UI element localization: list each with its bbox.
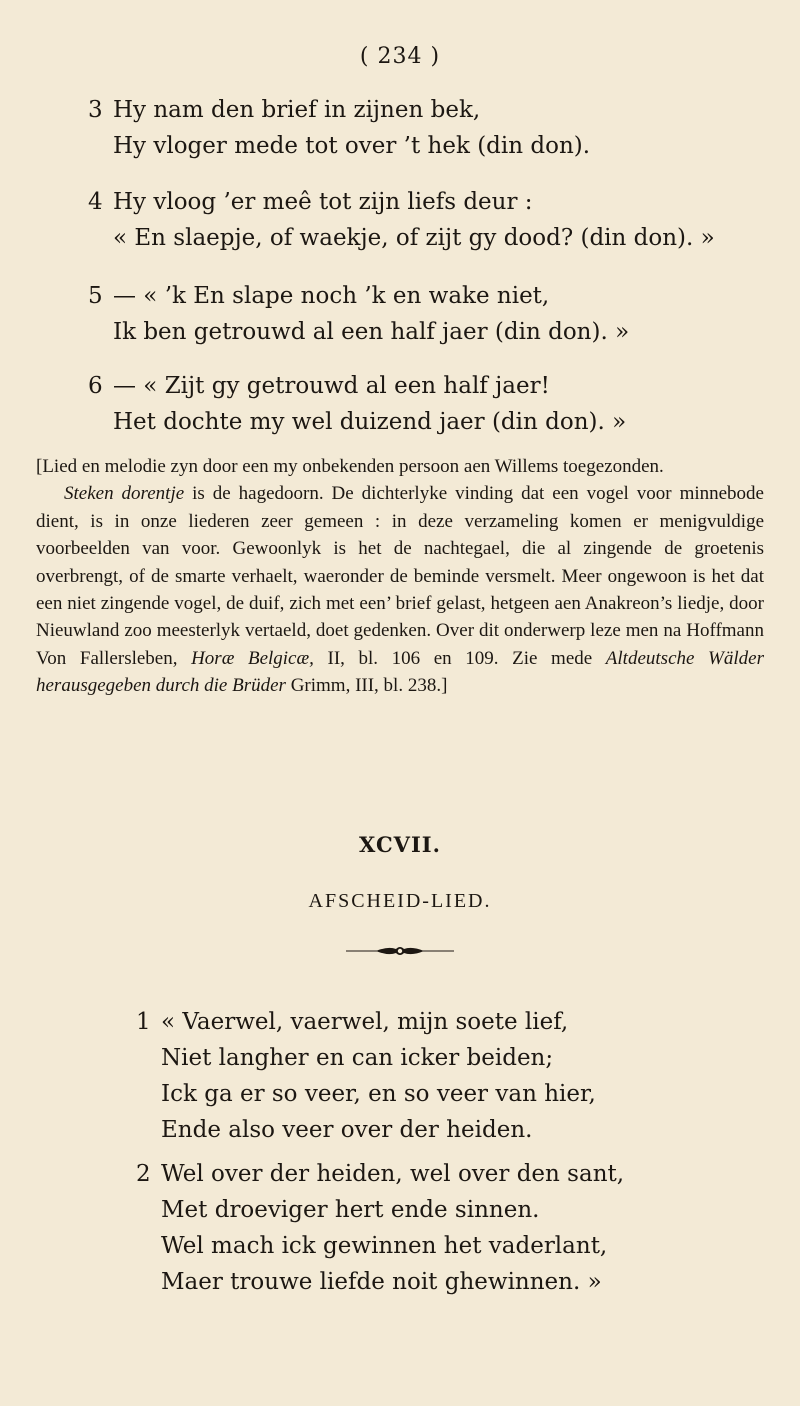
italic-term: Steken dorentje [64,483,185,505]
stanza-line: Ick ga er so veer, en so veer van hier, [161,1081,596,1107]
ornament-divider [346,944,454,958]
song-stanza-2 [136,1156,624,1300]
stanza-line: 3 Hy nam den brief in zijnen bek, [88,92,590,128]
commentary-notes [36,453,764,700]
note-paragraph-1: [Lied en melodie zyn door een my onbekenden persoon aen Willems toegezonden. [36,456,664,477]
stanza-number: 3 [88,97,103,123]
stanza-line: 5 — « ’k En slape noch ’k en wake niet, [88,278,629,314]
stanza-6 [88,368,626,440]
page-number: ( 234 ) [359,44,441,69]
stanza-line: Hy vloger mede tot over ’t hek (din don). [113,133,591,159]
stanza-line: Niet langher en can icker beiden; [161,1045,554,1071]
song-stanza-1 [136,1004,596,1148]
italic-title: Altdeutsche Wälder herausgegeben durch die Brüder [36,647,764,697]
stanza-5 [88,278,629,350]
stanza-number: 5 [88,283,103,309]
stanza-number: 2 [136,1161,151,1187]
stanza-line: 2 Wel over der heiden, wel over den sant, [136,1156,624,1192]
stanza-line: 1 « Vaerwel, vaerwel, mijn soete lief, [136,1004,596,1040]
song-number: XCVII. [359,832,441,857]
stanza-line: Met droeviger hert ende sinnen. [161,1197,540,1223]
stanza-line: Het dochte my wel duizend jaer (din don). » [113,409,627,435]
note-paragraph-2: Steken dorentje is de hagedoorn. De dichterlyke vinding dat een vogel voor minnebode dient, is in onze liederen zeer gemeen : in deze verzameling komen er menigvuldige voorbeelden van voor. Gewoonlyk is het de nachtegael, die al zingende de groetenis overbrengt, of de smarte verhaelt, waeronder de beminde versmelt. Meer ongewoon is het dat een niet zingende vogel, de duif, zich met een’ brief gelast, hetgeen aen Anakreon’s liedje, door Nieuwland zoo meesterlyk vertaeld, doet gedenken. Over dit onderwerp leze men na Hoffmann Von Fallersleben, Horæ Belgicæ, II, bl. 106 en 109. Zie mede Altdeutsche Wälder herausgegeben durch die Brüder Grimm, III, bl. 238.] [36,483,764,697]
italic-title: Horæ Belgicæ, [191,647,314,669]
stanza-line: Ik ben getrouwd al een half jaer (din don). » [113,319,630,345]
stanza-3 [88,92,590,164]
stanza-line: Wel mach ick gewinnen het vaderlant, [161,1233,608,1259]
stanza-number: 1 [136,1009,151,1035]
stanza-line: 6 — « Zijt gy getrouwd al een half jaer! [88,368,626,404]
stanza-line: 4 Hy vloog ’er meê tot zijn liefs deur : [88,184,715,220]
song-title: AFSCHEID-LIED. [308,890,492,912]
stanza-4 [88,184,715,256]
stanza-number: 6 [88,373,103,399]
stanza-line: « En slaepje, of waekje, of zijt gy dood? (din don). » [113,225,715,251]
stanza-number: 4 [88,189,103,215]
stanza-line: Maer trouwe liefde noit ghewinnen. » [161,1269,602,1295]
stanza-line: Ende also veer over der heiden. [161,1117,533,1143]
